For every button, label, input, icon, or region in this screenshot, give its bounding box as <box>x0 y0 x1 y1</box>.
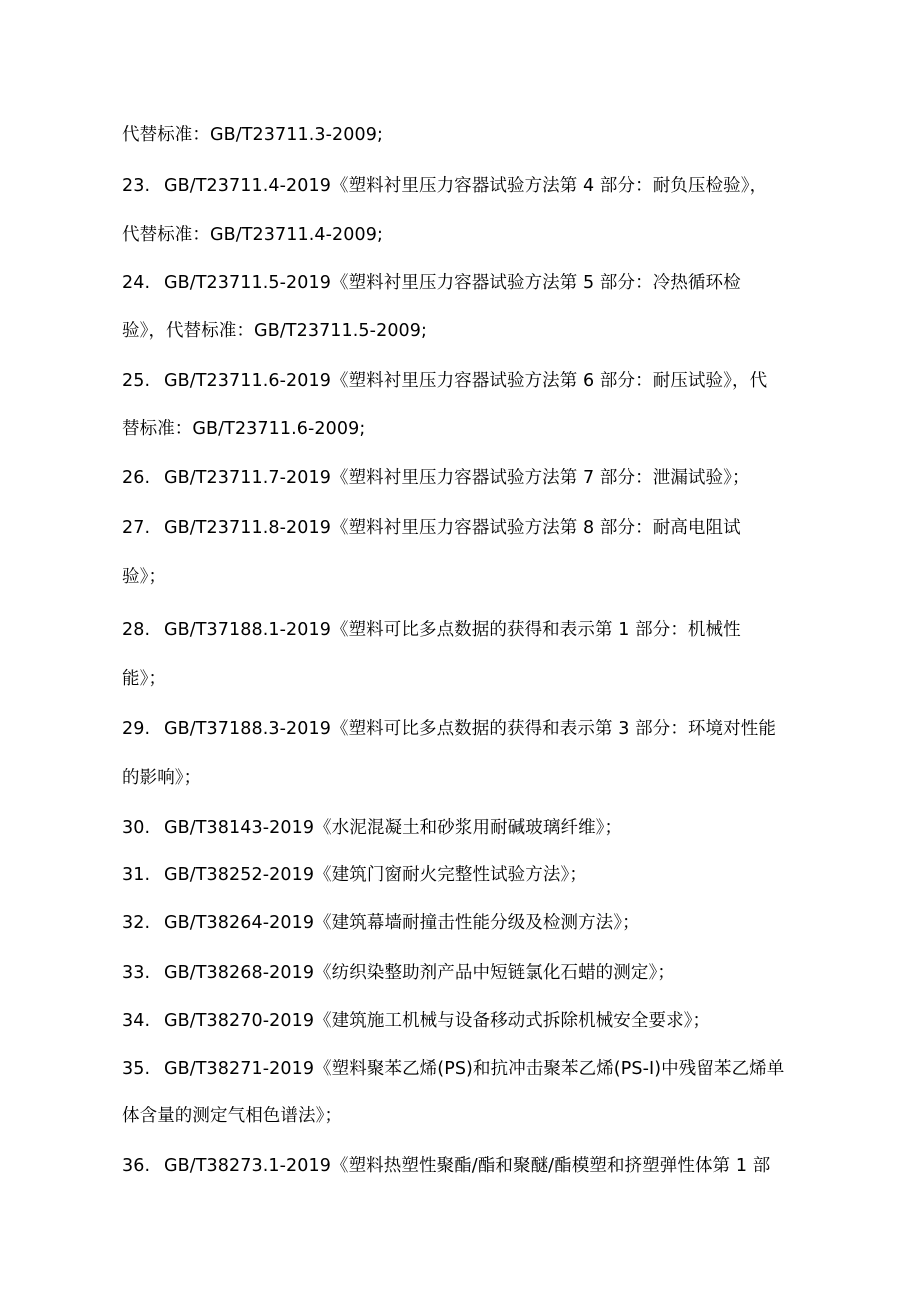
doc-line-5: 验》，代替标准：GB/T23711.5-2009; <box>122 321 428 341</box>
doc-line-21: 体含量的测定气相色谱法》； <box>122 1106 343 1126</box>
doc-line-22: 36. GB/T38273.1-2019《塑料热塑性聚酯/酯和聚醚/酯模塑和挤塑弹性体第 1 部 <box>122 1156 771 1176</box>
doc-line-11: 28. GB/T37188.1-2019《塑料可比多点数据的获得和表示第 1 部分：机械性 <box>122 620 741 640</box>
doc-line-9: 27. GB/T23711.8-2019《塑料衬里压力容器试验方法第 8 部分：耐高电阻试 <box>122 518 741 538</box>
doc-line-17: 32. GB/T38264-2019《建筑幕墙耐撞击性能分级及检测方法》； <box>122 913 640 933</box>
doc-line-13: 29. GB/T37188.3-2019《塑料可比多点数据的获得和表示第 3 部分：环境对性能 <box>122 719 776 739</box>
doc-line-16: 31. GB/T38252-2019《建筑门窗耐火完整性试验方法》； <box>122 865 587 885</box>
doc-line-18: 33. GB/T38268-2019《纺织染整助剂产品中短链氯化石蜡的测定》； <box>122 963 675 983</box>
doc-line-3: 代替标准：GB/T23711.4-2009; <box>122 225 383 245</box>
doc-line-14: 的影响》； <box>122 768 202 788</box>
doc-line-4: 24. GB/T23711.5-2019《塑料衬里压力容器试验方法第 5 部分：冷热循环检 <box>122 273 741 293</box>
doc-line-2: 23. GB/T23711.4-2019《塑料衬里压力容器试验方法第 4 部分：耐负压检验》， <box>122 176 768 196</box>
doc-line-20: 35. GB/T38271-2019《塑料聚苯乙烯(PS)和抗冲击聚苯乙烯(PS-I)中残留苯乙烯单 <box>122 1059 785 1079</box>
doc-line-6: 25. GB/T23711.6-2019《塑料衬里压力容器试验方法第 6 部分：耐压试验》，代 <box>122 371 768 391</box>
doc-line-1: 代替标准：GB/T23711.3-2009; <box>122 125 383 145</box>
doc-line-10: 验》； <box>122 567 167 587</box>
doc-line-12: 能》； <box>122 669 167 689</box>
doc-line-8: 26. GB/T23711.7-2019《塑料衬里压力容器试验方法第 7 部分：泄漏试验》； <box>122 468 750 488</box>
doc-line-7: 替标准：GB/T23711.6-2009; <box>122 419 366 439</box>
doc-line-15: 30. GB/T38143-2019《水泥混凝土和砂浆用耐碱玻璃纤维》； <box>122 818 623 838</box>
doc-line-19: 34. GB/T38270-2019《建筑施工机械与设备移动式拆除机械安全要求》； <box>122 1011 711 1031</box>
